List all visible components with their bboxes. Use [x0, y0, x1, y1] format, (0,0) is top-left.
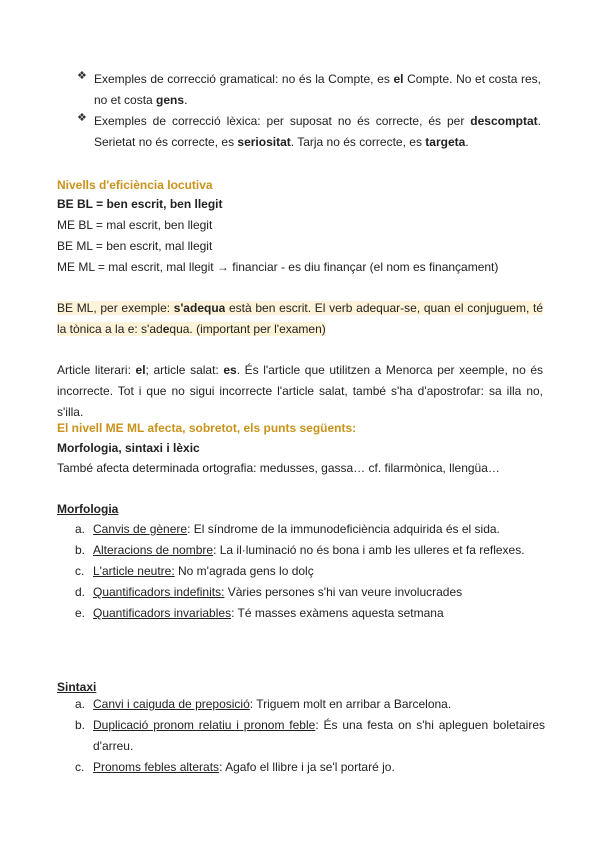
section-heading-morfologia: Morfologia [57, 502, 119, 516]
list-item: a. Canvis de gènere: El síndrome de la immunodeficiència adquirida és el sida. [75, 522, 500, 536]
definition-me-bl: ME BL = mal escrit, ben llegit [57, 218, 213, 232]
section-heading-nivells: Nivells d'eficiència locutiva [57, 178, 213, 192]
subheading-morfologia-sintaxi-lexic: Morfologia, sintaxi i lèxic [57, 441, 200, 455]
list-item: a. Canvi i caiguda de preposició: Triguem molt en arribar a Barcelona. [75, 697, 452, 711]
ortografia-line: També afecta determinada ortografia: medusses, gassa… cf. filarmònica, llengüa… [57, 461, 500, 475]
definition-me-ml: ME ML = mal escrit, mal llegit → financiar - es diu finançar (el nom es finançament) [57, 260, 499, 274]
list-item: c. L'article neutre: No m'agrada gens lo dolç [75, 564, 314, 578]
bullet-item-grammatical [77, 69, 541, 111]
diamond-bullet-icon: ❖ [77, 70, 87, 82]
list-item: c. Pronoms febles alterats: Agafo el llibre i ja se'l portaré jo. [75, 760, 395, 774]
definition-be-bl: BE BL = ben escrit, ben llegit [57, 197, 223, 211]
bullet-item-lexical [77, 111, 541, 153]
list-item: d. Quantificadors indefinits: Vàries persones s'hi van veure involucrades [75, 585, 463, 599]
diamond-bullet-icon: ❖ [77, 112, 87, 124]
list-item: b. Alteracions de nombre: La il·luminació no és bona i amb les ulleres et fa reflexes. [75, 543, 525, 557]
definition-be-ml: BE ML = ben escrit, mal llegit [57, 239, 213, 253]
section-heading-nivell-meml: El nivell ME ML afecta, sobretot, els punts següents: [57, 421, 357, 435]
list-item: b. Duplicació pronom relatiu i pronom feble: És una festa on s'hi apleguen boletaires d'arreu. [75, 718, 545, 753]
bullet-text: Exemples de correcció gramatical: no és la Compte, es el Compte. No et costa res, no et costa gens. [94, 72, 541, 107]
highlighted-paragraph: BE ML, per exemple: s'adequa està ben escrit. El verb adequar-se, quan el conjuguem, té la tònica a la e: s'adequa. (important per l'examen) [57, 301, 543, 336]
article-paragraph: Article literari: el; article salat: es. És l'article que utilitzen a Menorca per xeemple, no és incorrecte. Tot i que no sigui incorrecte l'article salat, també s'ha d'apostrofar: sa illa no, s'illa. [57, 363, 544, 419]
list-item: e. Quantificadors invariables: Té masses exàmens aquesta setmana [75, 606, 444, 620]
section-heading-sintaxi: Sintaxi [57, 680, 97, 694]
bullet-text: Exemples de correcció lèxica: per suposat no és correcte, és per descomptat. Serietat no és correcte, es seriositat. Tarja no és correcte, es targeta. [94, 114, 541, 149]
